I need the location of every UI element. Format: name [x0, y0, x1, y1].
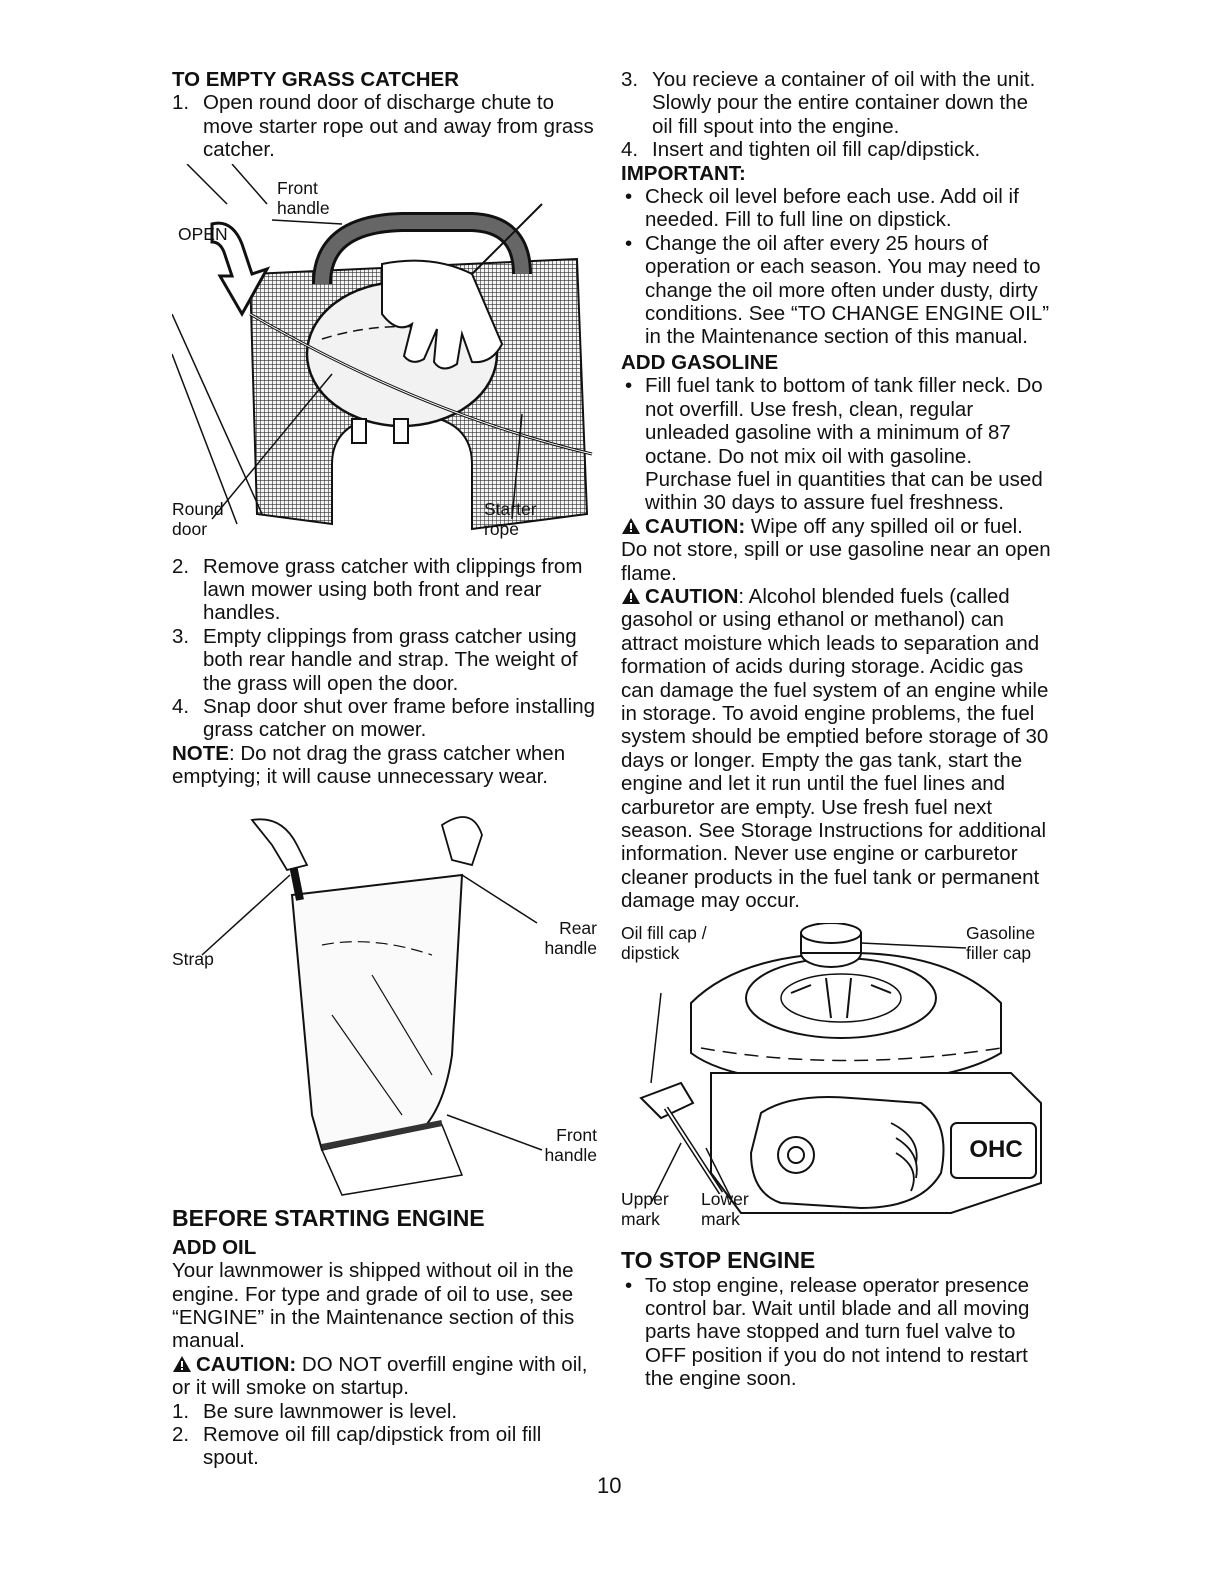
step-number: 3. [172, 624, 190, 648]
subsection-title-add-oil: ADD OIL [172, 1235, 257, 1259]
label-rear-handle: Rear handle [544, 917, 597, 958]
label-round-door: Round door [172, 498, 224, 539]
step-item [172, 695, 597, 742]
add-gasoline-list [621, 374, 1053, 514]
stop-engine-list [621, 1274, 1053, 1391]
list-item [621, 185, 1053, 232]
label-oil-fill-cap: Oil fill cap / dipstick [621, 922, 707, 963]
warning-triangle-icon [621, 517, 641, 535]
list-item-text: Fill fuel tank to bottom of tank filler neck. Do not overfill. Use fresh, clean, regular unleaded gasoline with a minimum of 87 octane. Do not mix oil with gasoline. Purchase fuel in quantities that can be used within 30 days to assure fuel freshness. [645, 374, 1043, 515]
list-item [621, 232, 1053, 349]
grass-catcher-door-illustration [172, 164, 597, 552]
label-starter-rope: Starter rope [484, 498, 537, 539]
step-number: 2. [172, 1422, 190, 1446]
step-item [172, 1400, 597, 1423]
subsection-title-add-gasoline: ADD GASOLINE [621, 350, 779, 374]
bullet: • [625, 1273, 633, 1297]
step-text: Open round door of discharge chute to move starter rope out and away from grass catcher. [203, 91, 594, 162]
note-text: : Do not drag the grass catcher when emptying; it will cause unnecessary wear. [172, 741, 566, 789]
step-number: 1. [172, 91, 190, 115]
list-item [621, 1274, 1053, 1391]
bullet: • [625, 185, 633, 209]
grass-catcher-strap-illustration [172, 795, 597, 1205]
step-text: Empty clippings from grass catcher using both rear handle and strap. The weight of the grass will open the door. [203, 624, 578, 695]
add-oil-paragraph: Your lawnmower is shipped without oil in the engine. For type and grade of oil to use, see “ENGINE” in the Maintenance section of this manual. [172, 1259, 575, 1353]
step-number: 4. [172, 695, 190, 719]
right-column [621, 68, 1053, 1391]
step-item [172, 555, 597, 625]
step-text: Remove oil fill cap/dipstick from oil fill spout. [203, 1422, 542, 1470]
step-text: Remove grass catcher with clippings from lawn mower using both front and rear handles. [203, 554, 583, 625]
step-item [172, 1423, 597, 1470]
caution-text: DO NOT overfill engine with oil, or it will smoke on startup. [172, 1352, 588, 1400]
step-item [172, 91, 597, 161]
note-paragraph [172, 742, 597, 789]
step-number: 2. [172, 554, 190, 578]
list-item [621, 374, 1053, 514]
label-lower-mark: Lower mark [701, 1188, 749, 1229]
engine-illustration [621, 923, 1053, 1243]
caution-spill [621, 515, 1053, 585]
figure-engine [621, 923, 1053, 1243]
figure-open-round-door [172, 164, 597, 552]
section-title-stop-engine: TO STOP ENGINE [621, 1246, 816, 1273]
step-text: Snap door shut over frame before installing grass catcher on mower. [203, 695, 596, 742]
label-open: OPEN [178, 223, 228, 244]
label-strap: Strap [172, 948, 214, 969]
caution-text: Wipe off any spilled oil or fuel. Do not store, spill or use gasoline near an open flame. [621, 514, 1051, 585]
step-item [172, 625, 597, 695]
left-column [172, 68, 597, 1470]
empty-steps-part2 [172, 555, 597, 742]
important-list [621, 185, 1053, 349]
step-item [621, 68, 1053, 138]
caution-label: CAUTION [645, 584, 739, 608]
label-front-handle-bottom: Front handle [544, 1124, 597, 1165]
step-text: You recieve a container of oil with the unit. Slowly pour the entire container down the oil fill spout into the engine. [652, 68, 1036, 138]
caution-label: CAUTION: [196, 1352, 297, 1376]
list-item-text: Change the oil after every 25 hours of operation or each season. You may need to change the oil more often under dusty, dirty conditions. See “TO CHANGE ENGINE OIL” in the Maintenance section of this manual. [645, 231, 1050, 349]
note-label: NOTE [172, 741, 229, 765]
caution-overfill [172, 1353, 597, 1400]
add-oil-steps [172, 1400, 597, 1470]
bullet: • [625, 231, 633, 255]
engine-ohc-badge: OHC [969, 1135, 1023, 1163]
figure-grass-catcher-strap [172, 795, 597, 1205]
label-front-handle: Front handle [277, 177, 330, 218]
caution-label: CAUTION: [645, 514, 746, 538]
page-number: 10 [597, 1473, 622, 1498]
step-number: 4. [621, 138, 639, 162]
section-title-before-starting: BEFORE STARTING ENGINE [172, 1204, 485, 1231]
step-number: 1. [172, 1399, 190, 1423]
caution-alcohol-fuels [621, 585, 1053, 913]
list-item-text: Check oil level before each use. Add oil if needed. Fill to full line on dipstick. [645, 185, 1019, 232]
step-number: 3. [621, 68, 639, 91]
step-item [621, 138, 1053, 161]
label-upper-mark: Upper mark [621, 1188, 669, 1229]
add-oil-steps-continued [621, 68, 1053, 162]
step-text: Be sure lawnmower is level. [203, 1399, 458, 1423]
list-item-text: To stop engine, release operator presence control bar. Wait until blade and all moving parts have stopped and turn fuel valve to OFF position if you do not intend to restart the engine soon. [645, 1273, 1030, 1391]
empty-steps-part1 [172, 91, 597, 161]
label-gasoline-filler-cap: Gasoline filler cap [966, 922, 1036, 963]
important-heading: IMPORTANT: [621, 161, 746, 185]
warning-triangle-icon [621, 587, 641, 605]
section-title-empty-grass-catcher: TO EMPTY GRASS CATCHER [172, 68, 460, 91]
caution-text: : Alcohol blended fuels (called gasohol or using ethanol or methanol) can attract moisture which leads to separation and formation of acids during storage. Acidic gas can damage the fuel system of an engine while in storage. To avoid engine problems, the fuel system should be emptied before storage of 30 days or longer. Empty the gas tank, start the engine and let it run until the fuel lines and carburetor are empty. Use fresh fuel next season. See Storage Instructions for additional information. Never use engine or carburetor cleaner products in the fuel tank or permanent damage may occur. [621, 584, 1049, 913]
bullet: • [625, 374, 633, 398]
step-text: Insert and tighten oil fill cap/dipstick. [652, 138, 981, 162]
warning-triangle-icon [172, 1355, 192, 1373]
